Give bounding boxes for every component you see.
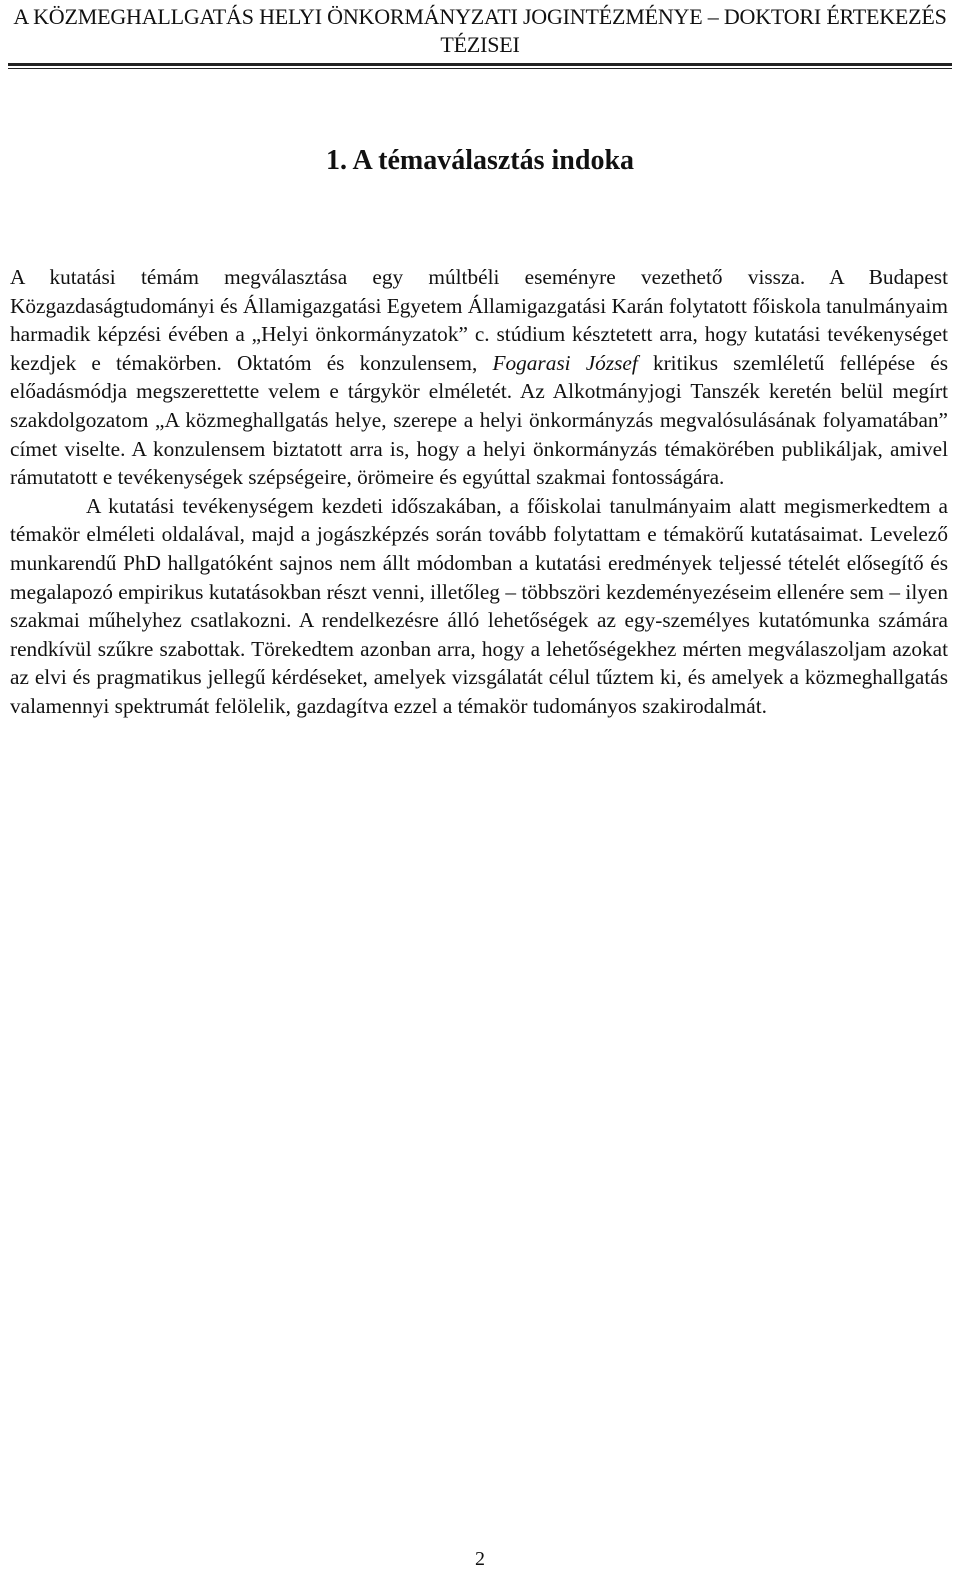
page-number: 2 [475,1548,485,1570]
running-header: A KÖZMEGHALLGATÁS HELYI ÖNKORMÁNYZATI JOGINTÉZMÉNYE – DOKTORI ÉRTEKEZÉS TÉZISEI [13,4,947,57]
advisor-name: Fogarasi József [492,350,638,375]
paragraph-1-part-1: A kutatási témám megválasztása egy múltbéli eseményre vezethető vissza. A Budapest Közgazdaságtudományi és Államigazgatási Egyetem Államigazgatási Karán folytatott főiskola tanulmányaim harmadik képzési évében a „Helyi önkormányzatok” c. stúdium késztetett arra, hogy kutatási tevékenységet kezdjek e témakörben. Oktatóm és konzulensem, [10,265,948,375]
paragraph-2: A kutatási tevékenységem kezdeti időszakában, a főiskolai tanulmányaim alatt megismerkedtem a témakör elméleti oldalával, majd a jogászképzés során tovább folytattam e témakörű kutatásaimat. Levelező munkarendű PhD hallgatóként sajnos nem állt módomban a kutatási eredmények teljessé tételét elősegítő és megalapozó empirikus kutatásokban részt venni, illetőleg – többszöri kezdeményezéseim ellenére sem – ilyen szakmai műhelyhez csatlakozni. A rendelkezésre álló lehetőségek az egy-személyes kutatómunka számára rendkívül szűkre szabottak. Törekedtem azonban arra, hogy a lehetőségekhez mérten megválaszoljam azokat az elvi és pragmatikus jellegű kérdéseket, amelyek vizsgálatát célul tűztem ki, és amelyek a közmeghallgatás valamennyi spektrumát felölelik, gazdagítva ezzel a témakör tudományos szakirodalmát. [10,493,948,718]
body-text [10,263,948,721]
header-rule-thin [8,68,952,69]
section-title: 1. A témaválasztás indoka [325,145,635,176]
header-rule-thick [8,63,952,66]
paragraph-1 [10,263,948,492]
paragraph-1-part-2: kritikus szemléletű fellépése és előadásmódja megszerettette velem e tárgykör elméletét. Az Alkotmányjogi Tanszék keretén belül megírt szakdolgozatom „A közmeghallgatás helye, szerepe a helyi önkormányzás megvalósulásának folyamatában” címet viselte. A konzulensem biztatott arra is, hogy a helyi önkormányzás témakörében publikáljak, amivel rámutatott e tevékenységek szépségeire, örömeire és egyúttal szakmai fontosságára. [10,350,948,490]
